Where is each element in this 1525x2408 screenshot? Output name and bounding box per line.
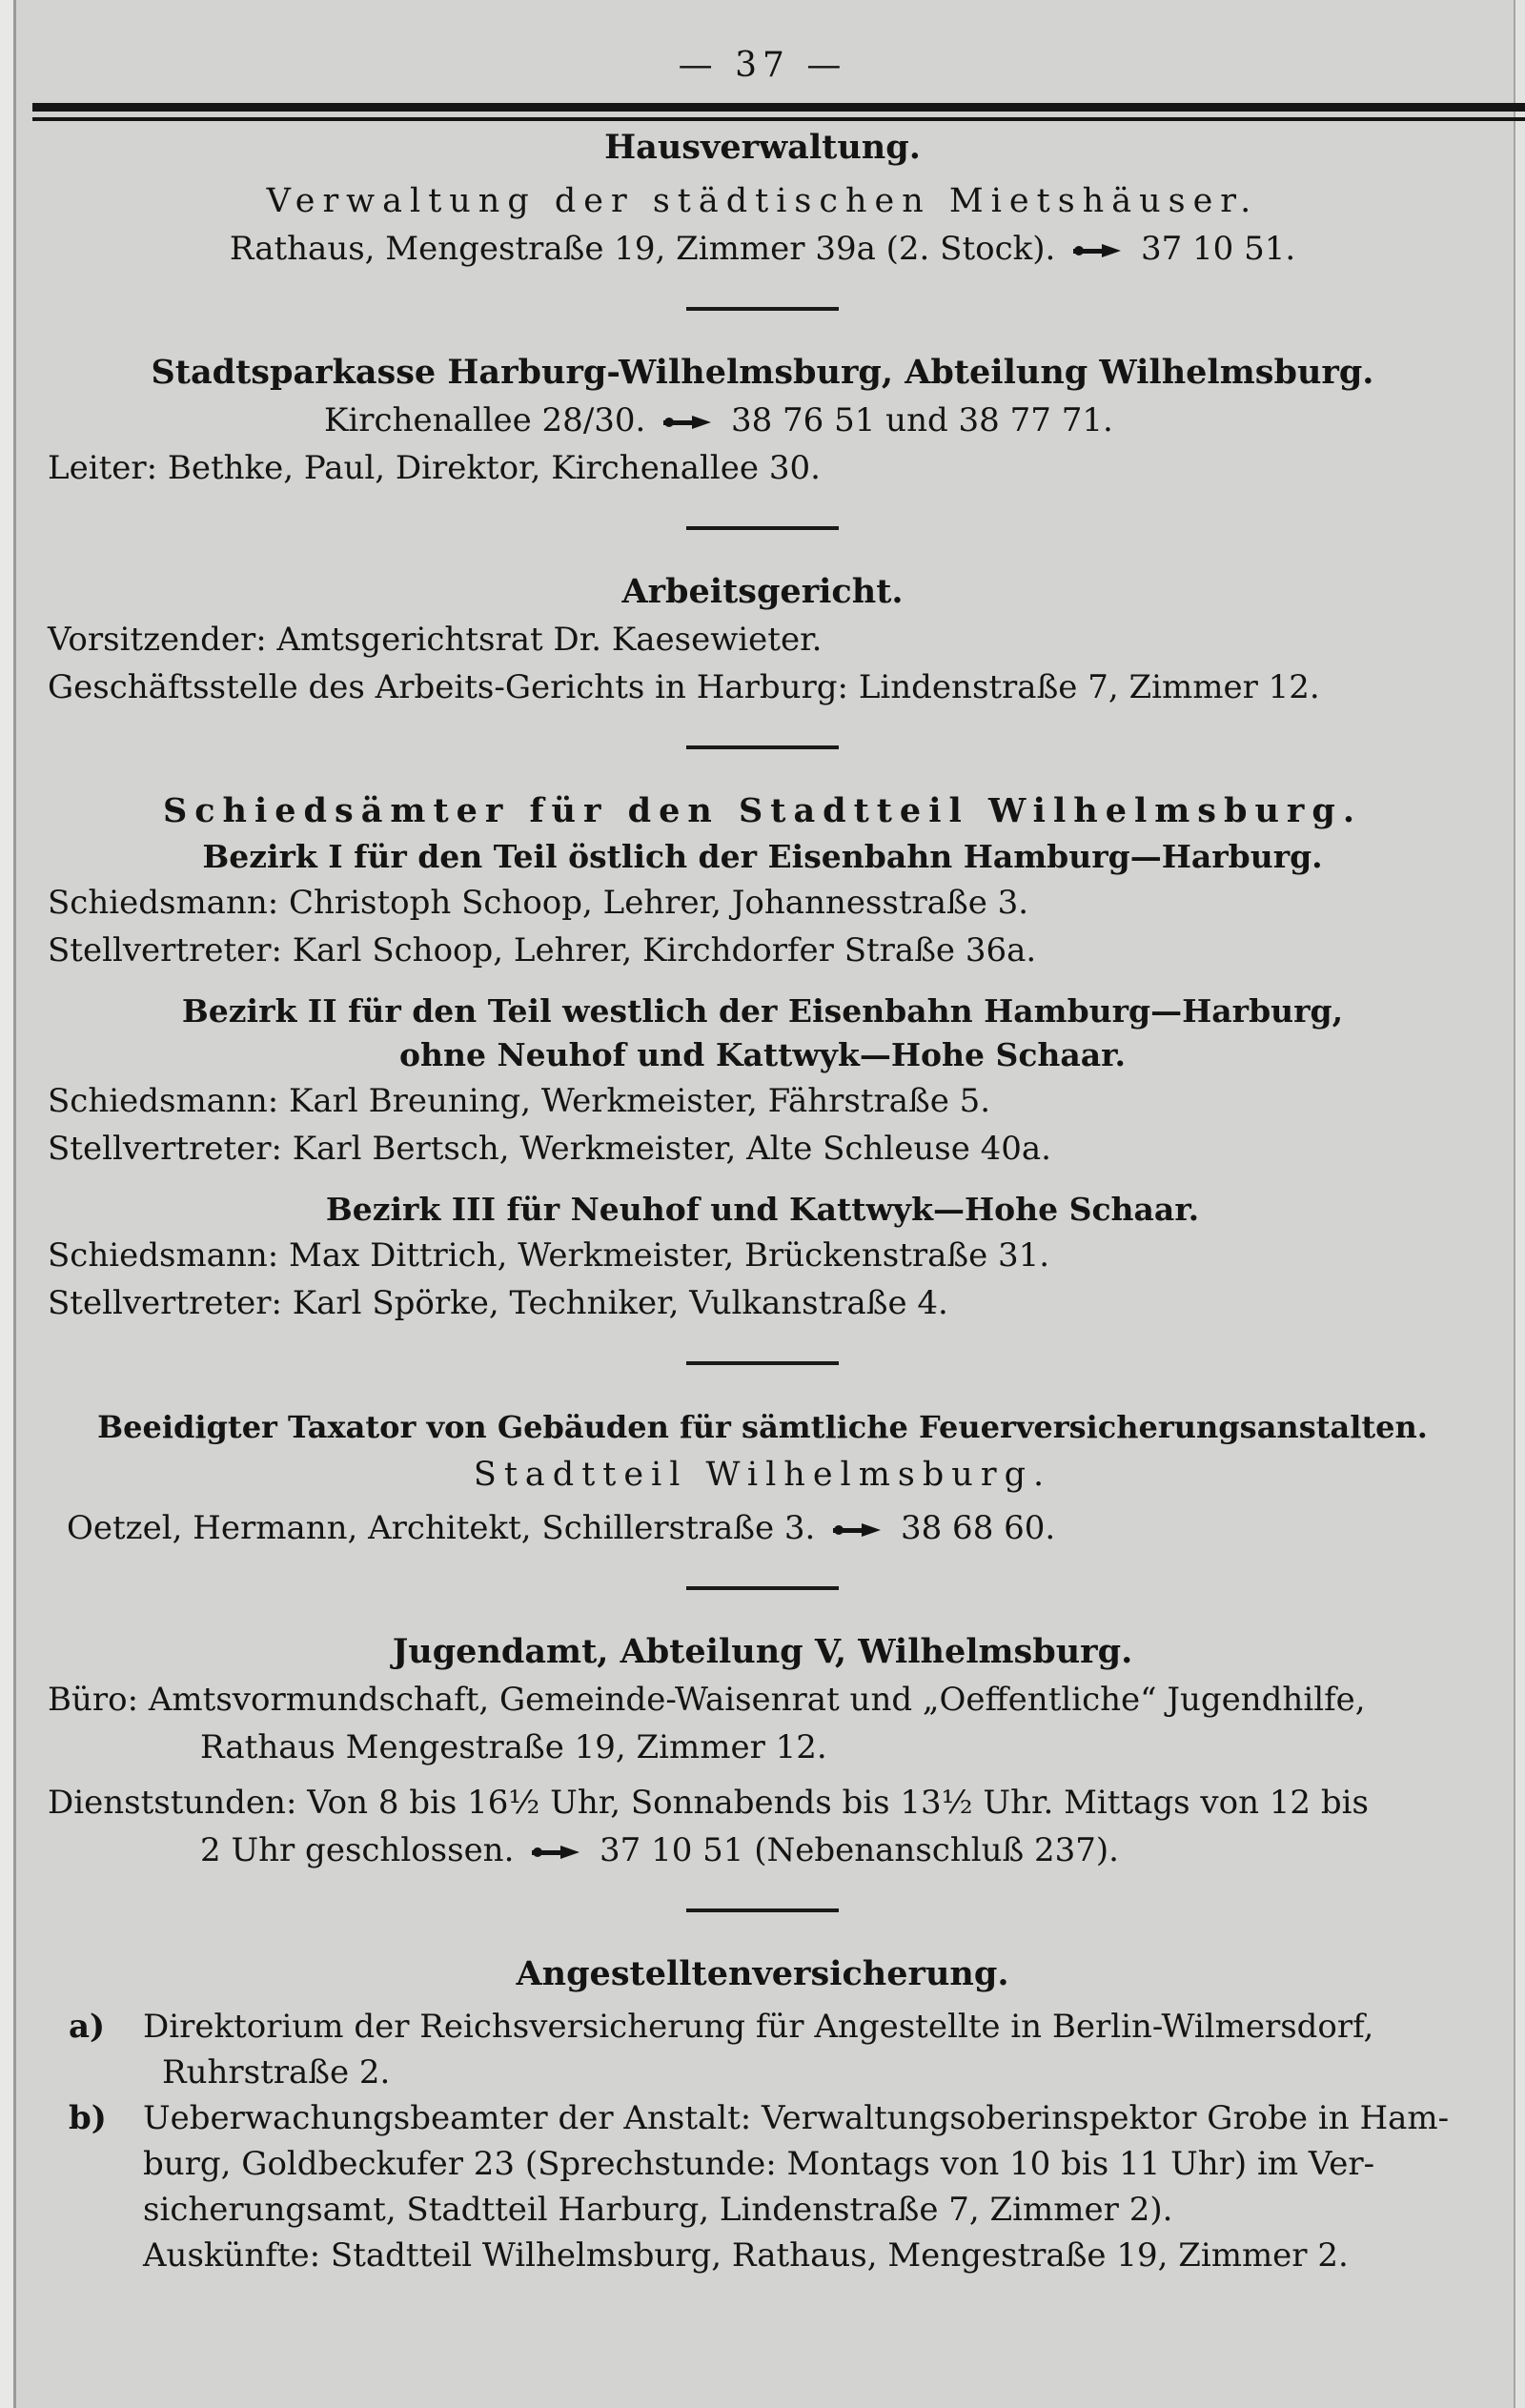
- district-3-arbitrator: Schiedsmann: Max Dittrich, Werkmeister, Brückenstraße 31.: [48, 1236, 1050, 1275]
- district-2-deputy: Stellvertreter: Karl Bertsch, Werkmeister, Alte Schleuse 40a.: [48, 1130, 1051, 1168]
- section-divider: [686, 307, 839, 311]
- page-edge-left: [0, 0, 16, 2408]
- header-rule-thin: [32, 117, 1525, 121]
- list-text: Direktorium der Reichsversicherung für Angestellte in Berlin-Wilmersdorf,: [143, 2008, 1374, 2046]
- telephone-icon: [663, 415, 713, 430]
- phone-number: 37 10 51.: [1140, 230, 1296, 268]
- district-1-title: Bezirk I für den Teil östlich der Eisenbahn Hamburg—Harburg.: [202, 838, 1323, 875]
- section-hausverwaltung: [48, 124, 1477, 273]
- section-divider: [686, 745, 839, 749]
- section-jugendamt: [48, 1628, 1477, 1874]
- district-2-title: Bezirk II für den Teil westlich der Eisenbahn Hamburg—Harburg,: [181, 992, 1344, 1030]
- district-3-deputy: Stellvertreter: Karl Spörke, Techniker, Vulkanstraße 4.: [48, 1284, 948, 1322]
- office-address: Rathaus Mengestraße 19, Zimmer 12.: [200, 1728, 827, 1766]
- section-title: Angestelltenversicherung.: [516, 1954, 1009, 1993]
- section-divider: [686, 526, 839, 530]
- chair-line: Vorsitzender: Amtsgerichtsrat Dr. Kaesewieter.: [48, 621, 823, 659]
- district-3-title: Bezirk III für Neuhof und Kattwyk—Hohe Schaar.: [325, 1191, 1200, 1228]
- appraiser-line: [48, 1504, 1477, 1552]
- telephone-icon: [833, 1522, 883, 1538]
- section-subtitle: Stadtteil Wilhelmsburg.: [473, 1456, 1052, 1494]
- list-item-b-cont: Auskünfte: Stadtteil Wilhelmsburg, Rathaus, Mengestraße 19, Zimmer 2.: [143, 2236, 1349, 2275]
- section-title: Arbeitsgericht.: [621, 572, 904, 611]
- list-marker: b): [69, 2099, 107, 2137]
- district-2-arbitrator: Schiedsmann: Karl Breuning, Werkmeister, Fährstraße 5.: [48, 1082, 991, 1120]
- address-text: Kirchenallee 28/30.: [324, 401, 646, 439]
- section-divider: [686, 1361, 839, 1365]
- spacer: [48, 1173, 1477, 1188]
- office-line: Geschäftsstelle des Arbeits-Gerichts in Harburg: Lindenstraße 7, Zimmer 12.: [48, 668, 1320, 706]
- list-item-a: [48, 2004, 1477, 2050]
- list-text: Ueberwachungsbeamter der Anstalt: Verwaltungsoberinspektor Grobe in Ham-: [143, 2099, 1450, 2137]
- address-text: Rathaus, Mengestraße 19, Zimmer 39a (2. Stock).: [229, 230, 1056, 268]
- list-item-b-cont: burg, Goldbeckufer 23 (Sprechstunde: Montags von 10 bis 11 Uhr) im Ver-: [143, 2145, 1375, 2183]
- section-divider: [686, 1586, 839, 1590]
- hours-text: 2 Uhr geschlossen.: [200, 1831, 515, 1869]
- section-stadtsparkasse: [48, 349, 1477, 492]
- section-divider: [686, 1908, 839, 1912]
- section-title: Beeidigter Taxator von Gebäuden für sämtliche Feuerversicherungsanstalten.: [97, 1409, 1428, 1445]
- section-subtitle: Verwaltung der städtischen Mietshäuser.: [266, 182, 1259, 220]
- address-line: [48, 225, 1477, 273]
- spacer: [48, 974, 1477, 990]
- section-arbeitsgericht: [48, 568, 1477, 711]
- list-item-b-cont: sicherungsamt, Stadtteil Harburg, Lindenstraße 7, Zimmer 2).: [143, 2191, 1173, 2229]
- hours-line: Dienststunden: Von 8 bis 16½ Uhr, Sonnabends bis 13½ Uhr. Mittags von 12 bis: [48, 1784, 1369, 1822]
- section-title: Stadtsparkasse Harburg-Wilhelmsburg, Abteilung Wilhelmsburg.: [151, 353, 1374, 392]
- document-body: [48, 124, 1477, 2278]
- header-rule-thick: [32, 103, 1525, 112]
- hours-line-cont: [48, 1826, 1477, 1874]
- section-angestelltenversicherung: [48, 1950, 1477, 2278]
- appraiser-text: Oetzel, Hermann, Architekt, Schillerstraße 3.: [67, 1509, 816, 1547]
- telephone-icon: [1073, 243, 1123, 258]
- section-schiedsaemter: [48, 787, 1477, 1327]
- list-item-b: [48, 2095, 1477, 2141]
- district-1-deputy: Stellvertreter: Karl Schoop, Lehrer, Kirchdorfer Straße 36a.: [48, 931, 1037, 969]
- section-title: Schiedsämter für den Stadtteil Wilhelmsburg.: [162, 791, 1363, 830]
- telephone-icon: [532, 1845, 581, 1860]
- list-marker: a): [69, 2008, 106, 2046]
- district-1-arbitrator: Schiedsmann: Christoph Schoop, Lehrer, Johannesstraße 3.: [48, 884, 1029, 922]
- director-line: Leiter: Bethke, Paul, Direktor, Kirchenallee 30.: [48, 449, 821, 487]
- section-taxator: [48, 1403, 1477, 1552]
- section-title: Jugendamt, Abteilung V, Wilhelmsburg.: [392, 1632, 1133, 1671]
- list-item-a-cont: Ruhrstraße 2.: [162, 2053, 391, 2092]
- office-line: Büro: Amtsvormundschaft, Gemeinde-Waisenrat und „Oeffentliche“ Jugendhilfe,: [48, 1681, 1366, 1719]
- page-number: — 37 —: [678, 46, 847, 85]
- page-edge-right: [1514, 0, 1525, 2408]
- phone-numbers: 38 76 51 und 38 77 71.: [730, 401, 1113, 439]
- section-title: Hausverwaltung.: [604, 128, 921, 167]
- phone-number: 38 68 60.: [900, 1509, 1056, 1547]
- phone-number: 37 10 51 (Nebenanschluß 237).: [600, 1831, 1119, 1869]
- district-2-title-cont: ohne Neuhof und Kattwyk—Hohe Schaar.: [398, 1036, 1127, 1073]
- address-line: [48, 397, 1477, 444]
